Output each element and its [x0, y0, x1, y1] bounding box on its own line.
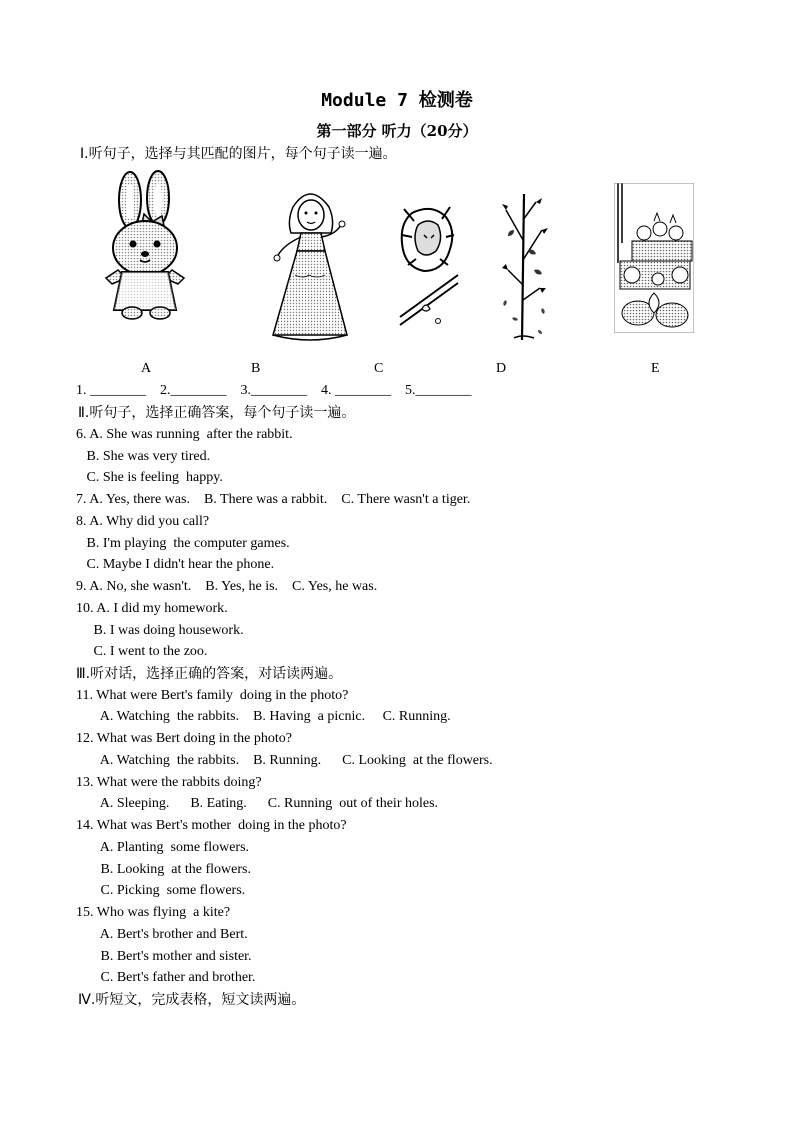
part-heading: 第一部分 听力（20分） — [316, 122, 478, 140]
question-line: B. Bert's mother and sister. — [76, 949, 252, 964]
question-line: C. She is feeling happy. — [76, 470, 223, 485]
picture-label: A — [141, 361, 152, 376]
question-line: 8. A. Why did you call? — [76, 514, 210, 529]
question-line: 7. A. Yes, there was. B. There was a rabbit. C. There wasn't a tiger. — [76, 492, 471, 507]
question-line: 11. What were Bert's family doing in the photo? — [76, 688, 349, 703]
section4-heading: Ⅳ.听短文，完成表格，短文读两遍。 — [78, 992, 306, 1008]
question-line: A. Watching the rabbits. B. Running. C. Looking at the flowers. — [76, 753, 493, 768]
question-line: A. Planting some flowers. — [76, 840, 250, 855]
section1-heading: Ⅰ.听句子，选择与其匹配的图片，每个句子读一遍。 — [80, 146, 397, 162]
question-line: C. I went to the zoo. — [76, 644, 208, 659]
question-line: B. I'm playing the computer games. — [76, 536, 290, 551]
answer-blanks[interactable]: 1. ________ 2.________ 3.________ 4. ________ 5.________ — [76, 383, 472, 398]
question-line: C. Maybe I didn't hear the phone. — [76, 557, 275, 572]
rabbit-hole-icon — [398, 205, 460, 327]
question-line: 10. A. I did my homework. — [76, 601, 228, 616]
picture-label: E — [651, 361, 660, 376]
rabbit-toy-icon — [100, 170, 190, 322]
question-line: 14. What was Bert's mother doing in the photo? — [76, 818, 347, 833]
question-line: 13. What were the rabbits doing? — [76, 775, 262, 790]
picture-label: C — [374, 361, 384, 376]
page-title: Module 7 检测卷 — [321, 90, 473, 111]
section2-heading: Ⅱ.听句子，选择正确答案，每个句子读一遍。 — [78, 405, 356, 421]
picture-label: D — [496, 361, 507, 376]
question-line: 9. A. No, she wasn't. B. Yes, he is. C. Yes, he was. — [76, 579, 378, 594]
girl-dress-icon — [265, 185, 355, 343]
tree-leaves-icon — [498, 190, 550, 340]
question-line: A. Sleeping. B. Eating. C. Running out of their holes. — [76, 796, 439, 811]
question-line: A. Watching the rabbits. B. Having a picnic. C. Running. — [76, 709, 451, 724]
question-line: B. Looking at the flowers. — [76, 862, 251, 877]
section3-heading: Ⅲ.听对话，选择正确的答案，对话读两遍。 — [76, 666, 343, 682]
question-line: 12. What was Bert doing in the photo? — [76, 731, 292, 746]
question-line: 15. Who was flying a kite? — [76, 905, 231, 920]
question-line: C. Picking some flowers. — [76, 883, 246, 898]
picture-label: B — [251, 361, 261, 376]
question-line: 6. A. She was running after the rabbit. — [76, 427, 293, 442]
question-line: C. Bert's father and brother. — [76, 970, 256, 985]
question-line: B. I was doing housework. — [76, 623, 244, 638]
family-picnic-icon — [614, 183, 694, 333]
question-line: A. Bert's brother and Bert. — [76, 927, 248, 942]
question-line: B. She was very tired. — [76, 449, 211, 464]
